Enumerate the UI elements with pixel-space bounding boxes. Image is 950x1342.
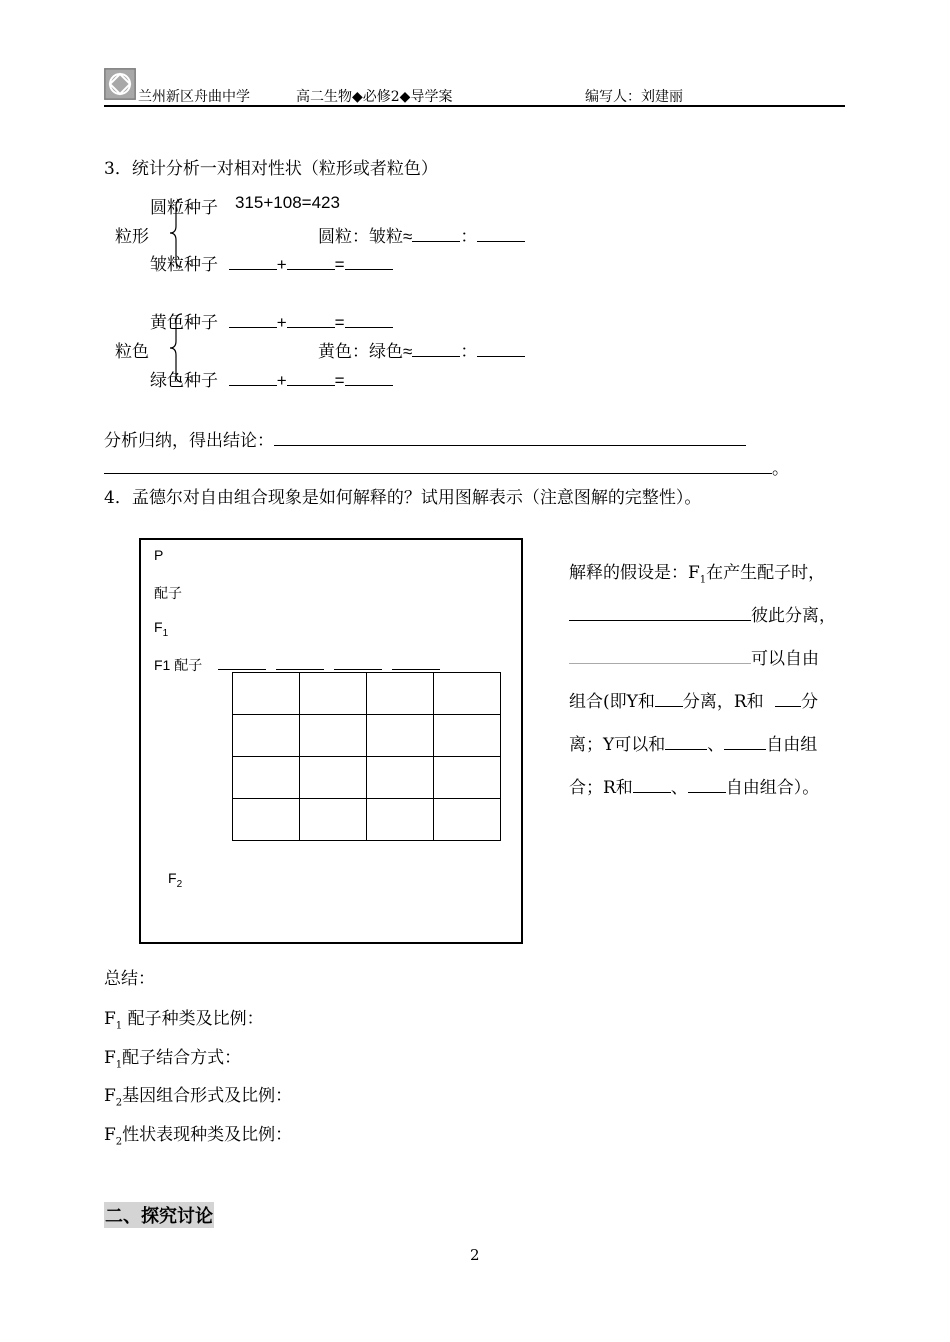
ratio-colon: ： — [460, 342, 478, 361]
explain-line-3 — [569, 644, 819, 669]
gamete-blank[interactable] — [334, 657, 382, 670]
summary-2-sub: 1 — [115, 1059, 123, 1071]
color-label: 粒色 — [115, 342, 149, 361]
explain-line-4 — [569, 687, 818, 712]
explain-line-6 — [569, 773, 819, 798]
explain-line-1 — [569, 558, 825, 585]
shape-label: 粒形 — [115, 227, 149, 246]
grid-cell[interactable] — [367, 757, 434, 799]
header-school: 兰州新区舟曲中学 — [138, 89, 250, 105]
ratio-round-label: 圆粒：皱粒≈ — [318, 227, 413, 246]
grid-cell[interactable] — [233, 799, 300, 841]
blank[interactable] — [229, 312, 277, 328]
explain-5a: 离；Y可以和 — [569, 735, 666, 755]
school-logo — [104, 68, 136, 100]
explain-5c: 自由组 — [766, 735, 818, 755]
summary-item-1 — [104, 1004, 264, 1031]
grid-row — [233, 715, 501, 757]
summary-4-text: 性状表现种类及比例： — [122, 1125, 293, 1145]
grid-row — [233, 757, 501, 799]
diagram-f2-label — [168, 870, 182, 890]
explain-blank[interactable] — [569, 648, 751, 664]
gamete-blank[interactable] — [392, 657, 440, 670]
blank[interactable] — [287, 312, 335, 328]
explain-4a: 组合(即Y和 — [569, 692, 655, 712]
summary-4-sub: 2 — [115, 1136, 123, 1148]
explain-blank[interactable] — [724, 734, 766, 750]
blank[interactable] — [345, 312, 393, 328]
summary-item-4 — [104, 1120, 292, 1147]
f2-sub: 2 — [176, 878, 183, 890]
gamete-blank[interactable] — [218, 657, 266, 670]
summary-1-sub: 1 — [115, 1020, 123, 1032]
header-course: 高二生物◆必修2◆导学案 — [296, 89, 453, 105]
blank[interactable] — [477, 226, 525, 242]
explain-3: 可以自由 — [751, 649, 819, 669]
explain-1b: 在产生配子时， — [706, 563, 826, 583]
grid-row — [233, 673, 501, 715]
blank[interactable] — [287, 370, 335, 386]
grid-cell[interactable] — [434, 799, 501, 841]
section2-heading: 二、探究讨论 — [104, 1202, 214, 1228]
wrinkled-seed-label: 皱粒种子 — [150, 255, 218, 274]
grid-cell[interactable] — [434, 757, 501, 799]
diagram-gamete-label: 配子 — [154, 585, 182, 601]
ratio-round — [318, 222, 525, 247]
summary-2-text: 配子结合方式： — [122, 1048, 242, 1068]
grid-cell[interactable] — [434, 673, 501, 715]
grid-cell[interactable] — [434, 715, 501, 757]
equals-sign: = — [334, 313, 345, 332]
explain-6b: 、 — [670, 778, 688, 798]
explain-6c: 自由组合）。 — [725, 778, 820, 798]
equals-sign: = — [334, 255, 345, 274]
explain-1a: 解释的假设是：F — [569, 563, 700, 583]
grid-cell[interactable] — [300, 715, 367, 757]
grid-cell[interactable] — [367, 799, 434, 841]
explain-blank[interactable] — [655, 691, 683, 707]
summary-4-main: F — [104, 1125, 116, 1145]
grid-cell[interactable] — [367, 673, 434, 715]
f2-main: F — [168, 870, 177, 886]
grid-cell[interactable] — [300, 799, 367, 841]
explain-blank[interactable] — [688, 777, 726, 793]
page-number: 2 — [470, 1246, 480, 1264]
blank[interactable] — [412, 226, 460, 242]
f1-main: F — [154, 619, 163, 635]
gamete-blank[interactable] — [276, 657, 324, 670]
explain-5b: 、 — [707, 735, 725, 755]
explain-6a: 合；R和 — [569, 778, 633, 798]
green-seed-label: 绿色种子 — [150, 371, 218, 390]
conclusion-blank-2[interactable] — [104, 458, 772, 474]
f1-gamete-label: F1 配子 — [154, 657, 203, 673]
explain-4c: 分 — [801, 692, 819, 712]
plus-sign: + — [276, 313, 287, 332]
explain-2: 彼此分离， — [751, 606, 836, 626]
summary-3-main: F — [104, 1086, 116, 1106]
conclusion-row — [104, 426, 746, 451]
green-seed-row — [150, 366, 393, 391]
summary-title: 总结： — [104, 969, 155, 989]
blank[interactable] — [412, 341, 460, 357]
q3-title: 3．统计分析一对相对性状（粒形或者粒色） — [104, 159, 438, 179]
ratio-color — [318, 337, 525, 362]
explain-blank[interactable] — [665, 734, 707, 750]
grid-cell[interactable] — [300, 757, 367, 799]
explain-line-5 — [569, 730, 817, 755]
explain-blank[interactable] — [569, 605, 751, 621]
yellow-seed-row — [150, 308, 393, 333]
diagram-p-label: P — [154, 547, 164, 563]
blank[interactable] — [287, 254, 335, 270]
period: 。 — [772, 459, 789, 479]
equals-sign: = — [334, 371, 345, 390]
summary-1-main: F — [104, 1009, 116, 1029]
blank[interactable] — [345, 370, 393, 386]
summary-1-text: 配子种类及比例： — [122, 1009, 264, 1029]
summary-3-text: 基因组合形式及比例： — [122, 1086, 293, 1106]
blank[interactable] — [477, 341, 525, 357]
grid-cell[interactable] — [300, 673, 367, 715]
grid-cell[interactable] — [233, 715, 300, 757]
header-author: 编写人：刘建丽 — [585, 89, 683, 105]
conclusion-blank[interactable] — [274, 430, 746, 446]
grid-cell[interactable] — [233, 673, 300, 715]
grid-row — [233, 799, 501, 841]
explain-4b: 分离，R和 — [682, 692, 770, 712]
q4-title: 4．孟德尔对自由组合现象是如何解释的？试用图解表示（注意图解的完整性）。 — [104, 488, 702, 508]
wrinkled-seed-row — [150, 250, 393, 275]
summary-item-3 — [104, 1081, 292, 1108]
conclusion-label: 分析归纳，得出结论： — [104, 431, 274, 451]
explain-line-2 — [569, 601, 836, 626]
punnett-grid — [232, 672, 501, 841]
summary-2-main: F — [104, 1048, 116, 1068]
diagram-f1-label — [154, 619, 168, 639]
blank[interactable] — [345, 254, 393, 270]
grid-cell[interactable] — [233, 757, 300, 799]
header-rule — [104, 105, 845, 107]
explain-blank[interactable] — [775, 691, 801, 707]
f1-sub: 1 — [162, 627, 169, 639]
round-seed-calc: 315+108=423 — [235, 193, 340, 212]
round-seed-label: 圆粒种子 — [150, 198, 218, 217]
summary-item-2 — [104, 1043, 241, 1070]
conclusion-row-2 — [104, 454, 789, 479]
blank[interactable] — [229, 370, 277, 386]
grid-cell[interactable] — [367, 715, 434, 757]
explain-1-sub: 1 — [699, 574, 707, 586]
plus-sign: + — [276, 371, 287, 390]
blank[interactable] — [229, 254, 277, 270]
ratio-colon: ： — [460, 227, 478, 246]
yellow-seed-label: 黄色种子 — [150, 313, 218, 332]
ratio-color-label: 黄色：绿色≈ — [318, 342, 413, 361]
plus-sign: + — [276, 255, 287, 274]
summary-3-sub: 2 — [115, 1097, 123, 1109]
explain-blank[interactable] — [633, 777, 671, 793]
